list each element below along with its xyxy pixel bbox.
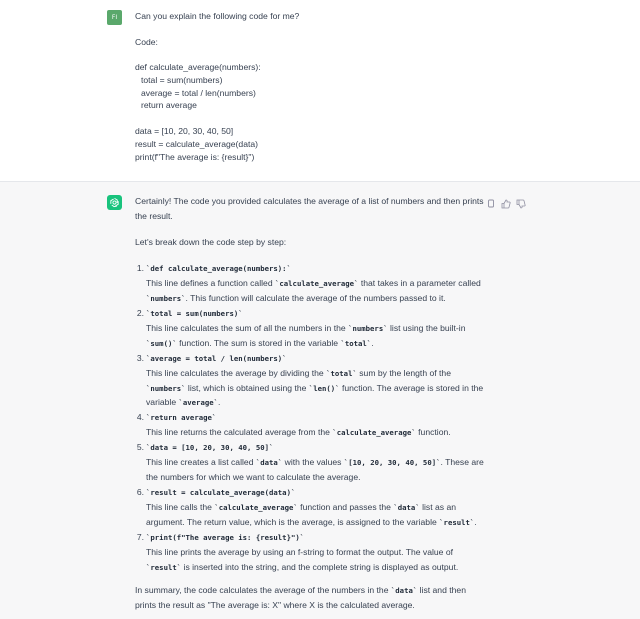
text-span: . This function will calculate the average of the numbers passed to it.	[185, 292, 446, 303]
text-span: the numbers for which we want to calculate the average.	[146, 472, 361, 483]
inline-code: `result = calculate_average(data)`	[146, 488, 296, 497]
text-span: that takes in a parameter called	[358, 278, 481, 288]
step-code	[146, 352, 287, 365]
text-span: with the values	[282, 457, 344, 468]
inline-code: `sum()`	[146, 338, 177, 348]
user-message-line: result = calculate_average(data)	[135, 139, 259, 149]
text-span: list, which is obtained using the	[185, 382, 309, 393]
step-description-line	[146, 456, 484, 469]
text-span: This line defines a function called	[146, 278, 275, 288]
step-description-line	[146, 426, 451, 439]
text-span: list using the built-in	[387, 322, 466, 333]
user-message-line: data = [10, 20, 30, 40, 50]	[135, 126, 234, 136]
text-span: .	[218, 397, 221, 408]
text-span: .	[474, 516, 477, 527]
inline-code: `total`	[340, 338, 372, 348]
inline-code: `average`	[178, 398, 219, 408]
step-description-line	[146, 561, 458, 574]
inline-code: `len()`	[308, 383, 340, 393]
text-span: variable	[146, 397, 179, 408]
step-description-line	[146, 382, 483, 395]
user-message-line: Can you explain the following code for me?	[135, 11, 300, 21]
step-code	[146, 441, 273, 454]
step-description-line	[146, 546, 453, 558]
user-message	[0, 0, 640, 182]
thumbs-up-icon[interactable]	[501, 196, 511, 206]
user-message-line: Code:	[135, 37, 158, 47]
step-description-line	[146, 322, 465, 335]
text-span: .	[371, 337, 374, 348]
step-number: 6.	[136, 487, 144, 497]
text-span: . These are	[440, 457, 484, 468]
text-span: argument. The return value, which is the average, is assigned to the variable	[146, 516, 440, 527]
step-description-line	[146, 501, 456, 514]
step-number: 7.	[136, 531, 144, 542]
inline-code: `data`	[255, 458, 283, 468]
text-span: prints the result as "The average is: X" where X is the calculated average.	[135, 600, 415, 610]
inline-code: `total`	[326, 368, 357, 378]
step-number: 4.	[136, 412, 144, 423]
text-span: function. The average is stored in the	[339, 382, 484, 393]
thumbs-down-icon[interactable]	[516, 196, 526, 206]
user-message-line: def calculate_average(numbers):	[135, 62, 261, 72]
summary-line	[135, 599, 415, 611]
step-number: 1.	[136, 263, 144, 273]
assistant-avatar	[107, 195, 122, 210]
user-avatar: FI	[107, 10, 122, 25]
openai-logo-icon	[109, 197, 120, 208]
step-description-line	[146, 277, 481, 290]
text-span: is inserted into the string, and the complete string is displayed as output.	[181, 561, 459, 572]
text-span: list and then	[417, 585, 466, 595]
step-description-line	[146, 396, 220, 409]
step-number: 3.	[136, 352, 144, 363]
user-message-line: print(f"The average is: {result}")	[135, 152, 255, 162]
step-code	[146, 411, 216, 424]
copy-icon[interactable]	[486, 196, 496, 206]
step-description-line	[146, 367, 451, 380]
text-span: This line prints the average by using an f-string to format the output. The value of	[146, 546, 453, 557]
inline-code: `numbers`	[146, 293, 186, 303]
user-message-line: return average	[141, 100, 197, 110]
inline-code: `result`	[439, 517, 475, 527]
inline-code: `numbers`	[146, 383, 186, 393]
inline-code: `return average`	[146, 413, 217, 423]
text-span: This line calls the	[146, 502, 215, 512]
text-span: list as an	[419, 502, 457, 512]
step-description-line	[146, 337, 374, 350]
step-description-line	[146, 292, 446, 305]
inline-code: `def calculate_average(numbers):`	[146, 264, 291, 273]
inline-code: `calculate_average`	[214, 503, 298, 512]
user-message-line: average = total / len(numbers)	[141, 88, 256, 98]
step-code	[146, 307, 243, 320]
inline-code: `calculate_average`	[274, 279, 359, 288]
text-span: function. The sum is stored in the variable	[176, 337, 341, 348]
text-span: function and passes the	[297, 502, 394, 512]
step-number: 2.	[136, 307, 144, 318]
step-code	[146, 486, 295, 499]
step-number: 5.	[136, 442, 144, 453]
text-span: function.	[415, 427, 451, 438]
text-span: sum by the length of the	[356, 367, 451, 378]
assistant-text-line: Certainly! The code you provided calculates the average of a list of numbers and then prints	[135, 196, 484, 206]
assistant-text-line: Let's break down the code step by step:	[135, 237, 287, 247]
step-description-line	[146, 516, 477, 529]
text-span: This line calculates the average by dividing the	[146, 367, 327, 378]
inline-code: `data`	[390, 586, 418, 595]
text-span: This line creates a list called	[146, 457, 256, 468]
inline-code: `[10, 20, 30, 40, 50]`	[343, 458, 441, 468]
text-span: This line returns the calculated average from the	[146, 427, 333, 438]
inline-code: `data = [10, 20, 30, 40, 50]`	[146, 443, 274, 453]
user-message-line: total = sum(numbers)	[141, 75, 223, 85]
inline-code: `result`	[146, 562, 182, 572]
summary-line	[135, 584, 466, 597]
text-span: In summary, the code calculates the average of the numbers in the	[135, 585, 391, 595]
inline-code: `calculate_average`	[332, 428, 416, 438]
inline-code: `print(f"The average is: {result}")`	[146, 532, 305, 542]
inline-code: `numbers`	[348, 323, 388, 333]
inline-code: `data`	[393, 503, 420, 512]
inline-code: `average = total / len(numbers)`	[146, 353, 287, 363]
assistant-text-line: the result.	[135, 211, 173, 221]
inline-code: `total = sum(numbers)`	[146, 308, 243, 318]
text-span: This line calculates the sum of all the numbers in the	[146, 322, 349, 333]
step-description-line	[146, 471, 360, 483]
step-code	[146, 262, 291, 275]
step-code	[146, 531, 304, 544]
